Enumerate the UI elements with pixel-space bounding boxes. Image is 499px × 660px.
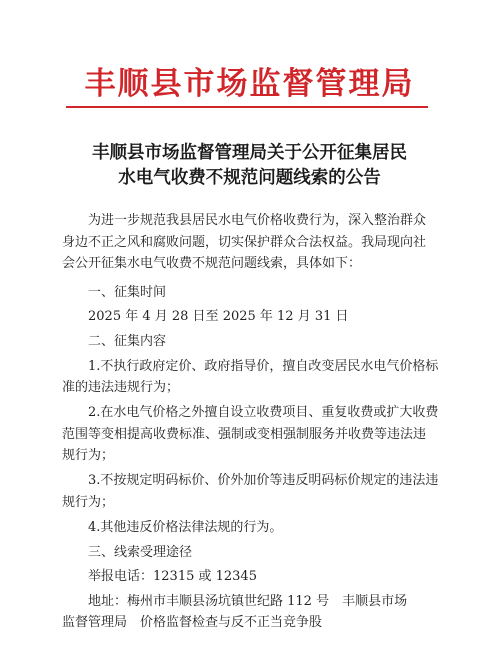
- item1-line1: 1.不执行政府定价、政府指导价，擅自改变居民水电气价格标: [88, 359, 439, 374]
- letterhead-rule: [66, 106, 428, 108]
- intro-line2: 身边不正之风和腐败问题，切实保护群众合法权益。我局现向社: [62, 235, 427, 250]
- notice-title-line1: 丰顺县市场监督管理局关于公开征集居民: [92, 143, 407, 163]
- intro-line3: 会公开征集水电气收费不规范问题线索，具体如下：: [62, 256, 362, 271]
- item4-line: 4.其他违反价格法律法规的行为。: [88, 520, 283, 535]
- item1-line2: 准的违法违规行为；: [62, 380, 180, 395]
- section3-heading: 三、线索受理途径: [88, 545, 193, 560]
- item2-line3: 规行为；: [62, 448, 115, 463]
- letterhead-title: 丰顺县市场监督管理局: [84, 66, 415, 102]
- item2-line1: 2.在水电气价格之外擅自设立收费项目、重复收费或扩大收费: [88, 405, 439, 420]
- notice-title-line2: 水电气收费不规范问题线索的公告: [118, 168, 381, 188]
- section2-heading: 二、征集内容: [88, 334, 167, 349]
- item3-line2: 规行为；: [62, 495, 115, 510]
- item3-line1: 3.不按规定明码标价、价外加价等违反明码标价规定的违法违: [88, 473, 439, 488]
- report-phone: 举报电话：12315 或 12345: [88, 569, 257, 584]
- intro-line1: 为进一步规范我县居民水电气价格收费行为，深入整治群众: [88, 213, 427, 228]
- collection-period: 2025 年 4 月 28 日至 2025 年 12 月 31 日: [88, 309, 349, 324]
- section1-heading: 一、征集时间: [88, 285, 167, 300]
- address-line2: 监督管理局 价格监督检查与反不正当竞争股: [62, 615, 323, 630]
- address-line1: 地址：梅州市丰顺县汤坑镇世纪路 112 号 丰顺县市场: [88, 594, 408, 609]
- item2-line2: 范围等变相提高收费标准、强制或变相强制服务并收费等违法违: [62, 427, 427, 442]
